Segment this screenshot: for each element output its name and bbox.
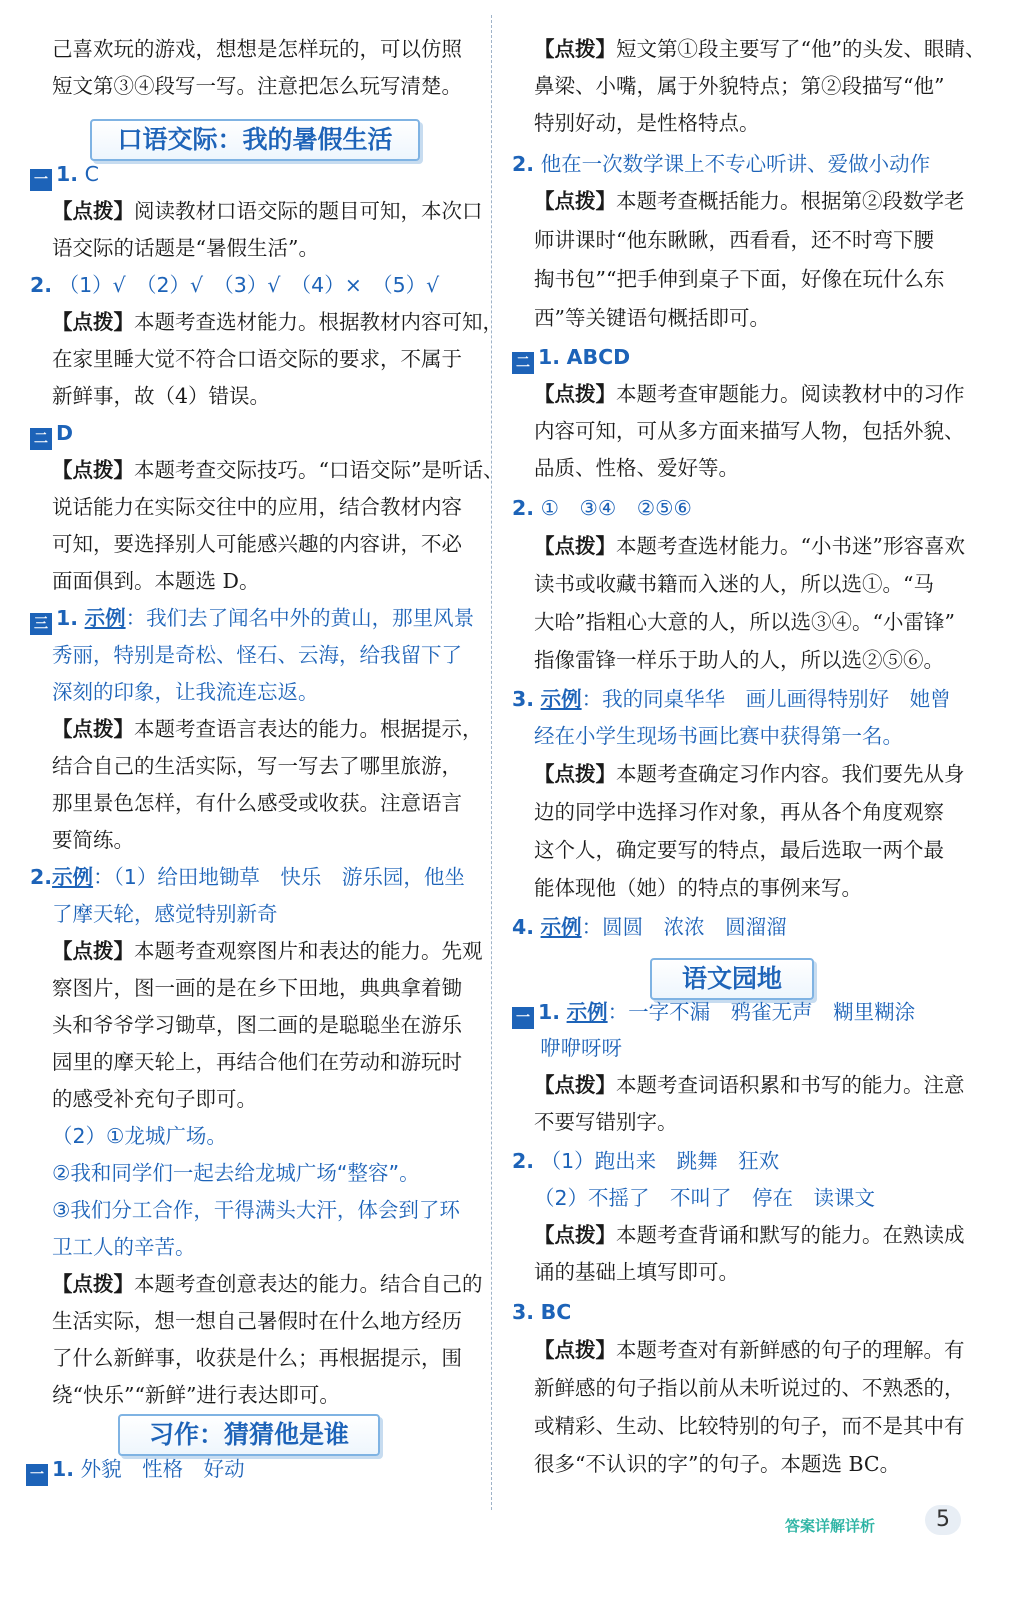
answer-line [512, 681, 951, 718]
explanation-line [534, 1217, 965, 1254]
explanation-line [52, 193, 483, 230]
tip-tag: 【点拨】 [52, 939, 134, 963]
question-number: 1. [538, 1000, 561, 1024]
answer-text: ：我的同桌华华 画儿画得特别好 她曾 [581, 687, 951, 711]
explanation-text: 本题考查概括能力。根据第②段数学老 [616, 189, 965, 213]
explanation-line: 园里的摩天轮上，再结合他们在劳动和游玩时 [52, 1050, 462, 1074]
answer-line [30, 415, 73, 452]
question-number: 2. [30, 273, 53, 297]
explanation-line: 掏书包”“把手伸到桌子下面，好像在玩什么东 [534, 267, 945, 291]
answer-text: 深刻的印象，让我流连忘返。 [52, 680, 319, 704]
tip-tag: 【点拨】 [534, 762, 616, 786]
explanation-line: 要简练。 [52, 828, 134, 852]
explanation-text: 短文第①段主要写了“他”的头发、眼睛、 [616, 37, 986, 61]
explanation-line: 面面俱到。本题选 D。 [52, 569, 260, 593]
explanation-line: 语交际的话题是“暑假生活”。 [52, 236, 319, 260]
explanation-line: 了什么新鲜事，收获是什么；再根据提示，围 [52, 1346, 462, 1370]
answer-line [512, 909, 787, 946]
answer-text: （2）不摇了 不叫了 停在 读课文 [534, 1186, 876, 1210]
explanation-line: 那里景色怎样，有什么感受或收获。注意语言 [52, 791, 462, 815]
question-number: 2. [512, 1149, 535, 1173]
tip-tag: 【点拨】 [52, 458, 134, 482]
explanation-line: 西”等关键语句概括即可。 [534, 306, 770, 330]
explanation-line: 鼻梁、小嘴，属于外貌特点；第②段描写“他” [534, 74, 945, 98]
answer-line [30, 156, 99, 193]
explanation-line: 能体现他（她）的特点的事例来写。 [534, 876, 862, 900]
answer-line [512, 1294, 571, 1331]
answer-text: 经在小学生现场书画比赛中获得第一名。 [534, 724, 903, 748]
answer-line [512, 490, 692, 527]
answer-text: ③我们分工合作，干得满头大汗，体会到了环 [52, 1198, 460, 1222]
tip-tag: 【点拨】 [534, 534, 616, 558]
explanation-text: 本题考查对有新鲜感的句子的理解。有 [616, 1338, 965, 1362]
explanation-line: 说话能力在实际交往中的应用，结合教材内容 [52, 495, 462, 519]
section-mark: 一 [26, 1464, 48, 1486]
answer-line [26, 1451, 245, 1488]
answer-text: ②我和同学们一起去给龙城广场“整容”。 [52, 1161, 420, 1185]
explanation-line: 在家里睡大觉不符合口语交际的要求，不属于 [52, 347, 462, 371]
explanation-line [534, 1332, 965, 1369]
answer-line [512, 994, 915, 1031]
answer-line [512, 339, 630, 376]
explanation-line: 读书或收藏书籍而入迷的人，所以选①。“马 [534, 572, 934, 596]
tip-tag: 【点拨】 [52, 1272, 134, 1296]
text-line: 己喜欢玩的游戏，想想是怎样玩的，可以仿照 [52, 37, 462, 61]
question-number: 2. [512, 152, 535, 176]
answer-text: ：一字不漏 鸦雀无声 糊里糊涂 [607, 1000, 916, 1024]
explanation-line: 师讲课时“他东瞅瞅，西看看，还不时弯下腰 [534, 228, 934, 252]
explanation-line [534, 376, 965, 413]
tip-tag: 【点拨】 [534, 1223, 616, 1247]
answer-text: 卫工人的辛苦。 [52, 1235, 196, 1259]
explanation-line: 新鲜感的句子指以前从未听说过的、不熟悉的， [534, 1376, 965, 1400]
explanation-line: 绕“快乐”“新鲜”进行表达即可。 [52, 1383, 340, 1407]
answer-text: 了摩天轮，感觉特别新奇 [52, 902, 278, 926]
explanation-text: 本题考查交际技巧。“口语交际”是听话、 [134, 458, 504, 482]
explanation-line [52, 1266, 483, 1303]
page-footer [785, 1495, 995, 1545]
section-mark: 二 [512, 352, 534, 374]
explanation-line: 诵的基础上填写即可。 [534, 1260, 739, 1284]
example-label: 示例 [540, 915, 582, 939]
tip-tag: 【点拨】 [52, 199, 134, 223]
tip-tag: 【点拨】 [534, 1338, 616, 1362]
tip-tag: 【点拨】 [52, 310, 134, 334]
question-number: 1. [56, 606, 79, 630]
section-mark: 二 [30, 428, 52, 450]
question-number: 1. [56, 162, 79, 186]
explanation-line: 结合自己的生活实际，写一写去了哪里旅游， [52, 754, 462, 778]
explanation-line: 边的同学中选择习作对象，再从各个角度观察 [534, 800, 944, 824]
explanation-text: 本题考查词语积累和书写的能力。注意 [616, 1073, 965, 1097]
explanation-line: 头和爷爷学习锄草，图二画的是聪聪坐在游乐 [52, 1013, 462, 1037]
answer-text: D [56, 421, 74, 445]
tip-tag: 【点拨】 [534, 1073, 616, 1097]
explanation-line [534, 31, 985, 68]
question-number: 2. [512, 496, 535, 520]
answer-text: （1）√ （2）√ （3）√ （4）× （5）√ [58, 273, 440, 297]
explanation-line: 内容可知，可从多方面来描写人物，包括外貌、 [534, 419, 965, 443]
answer-text: ① ③④ ②⑤⑥ [540, 496, 692, 520]
answer-text: ：圆圆 浓浓 圆溜溜 [581, 915, 787, 939]
answer-text: 秀丽，特别是奇松、怪石、云海，给我留下了 [52, 643, 462, 667]
explanation-line: 或精彩、生动、比较特别的句子，而不是其中有 [534, 1414, 965, 1438]
section-heading-writing: 习作：猜猜他是谁 [118, 1414, 380, 1456]
section-heading-garden: 语文园地 [650, 958, 814, 1000]
explanation-line [52, 304, 503, 341]
section-mark: 三 [30, 613, 52, 635]
explanation-text: 阅读教材口语交际的题目可知，本次口 [134, 199, 483, 223]
column-divider [491, 15, 492, 1510]
explanation-line: 不要写错别字。 [534, 1110, 678, 1134]
explanation-line [52, 933, 483, 970]
explanation-line: 特别好动，是性格特点。 [534, 111, 760, 135]
explanation-line: 新鲜事，故（4）错误。 [52, 384, 271, 408]
explanation-line [534, 183, 965, 220]
explanation-text: 本题考查观察图片和表达的能力。先观 [134, 939, 483, 963]
explanation-line: 的感受补充句子即可。 [52, 1087, 257, 1111]
answer-text: 他在一次数学课上不专心听讲、爱做小动作 [540, 152, 931, 176]
answer-line [512, 1143, 779, 1180]
question-number: 3. [512, 687, 535, 711]
explanation-text: 本题考查背诵和默写的能力。在熟读成 [616, 1223, 965, 1247]
footer-label: 答案详解详析 [785, 1517, 876, 1535]
explanation-line: 生活实际，想一想自己暑假时在什么地方经历 [52, 1309, 462, 1333]
question-number: 3. [512, 1300, 535, 1324]
explanation-line: 品质、性格、爱好等。 [534, 456, 739, 480]
example-label: 示例 [566, 1000, 608, 1024]
answer-text: （1）跑出来 跳舞 狂欢 [540, 1149, 780, 1173]
explanation-line: 很多“不认识的字”的句子。本题选 BC。 [534, 1452, 901, 1476]
explanation-line [534, 1067, 965, 1104]
answer-text: 外貌 性格 好动 [80, 1457, 245, 1481]
explanation-line: 可知，要选择别人可能感兴趣的内容讲，不必 [52, 532, 462, 556]
example-label: 示例 [84, 606, 126, 630]
explanation-text: 本题考查选材能力。根据教材内容可知， [134, 310, 503, 334]
answer-text: ：我们去了闻名中外的黄山，那里风景 [125, 606, 475, 630]
example-label: 示例 [540, 687, 582, 711]
section-mark: 一 [30, 169, 52, 191]
tip-tag: 【点拨】 [534, 37, 616, 61]
answer-text: （2）①龙城广场。 [52, 1124, 227, 1148]
explanation-line [52, 452, 503, 489]
tip-tag: 【点拨】 [52, 717, 134, 741]
answer-line [30, 600, 474, 637]
question-number: 2. [30, 865, 53, 889]
answer-text: ：（1）给田地锄草 快乐 游乐园，他坐 [93, 865, 465, 889]
question-number: 1. [538, 345, 561, 369]
explanation-text: 本题考查语言表达的能力。根据提示， [134, 717, 483, 741]
text-line: 短文第③④段写一写。注意把怎么玩写清楚。 [52, 74, 462, 98]
answer-text: BC [540, 1300, 572, 1324]
answer-text: 咿咿呀呀 [540, 1036, 622, 1060]
explanation-text: 本题考查确定习作内容。我们要先从身 [616, 762, 965, 786]
explanation-line [534, 528, 965, 565]
explanation-line: 大哈”指粗心大意的人，所以选③④。“小雷锋” [534, 610, 955, 634]
explanation-line [534, 756, 965, 793]
section-heading-oral: 口语交际：我的暑假生活 [90, 119, 420, 161]
explanation-line: 这个人，确定要写的特点，最后选取一两个最 [534, 838, 944, 862]
explanation-text: 本题考查创意表达的能力。结合自己的 [134, 1272, 483, 1296]
answer-text: C [84, 162, 99, 186]
explanation-line: 指像雷锋一样乐于助人的人，所以选②⑤⑥。 [534, 648, 944, 672]
explanation-line [52, 711, 483, 748]
section-mark: 一 [512, 1007, 534, 1029]
tip-tag: 【点拨】 [534, 382, 616, 406]
example-label: 示例 [52, 865, 94, 889]
page-number: 5 [925, 1505, 961, 1535]
question-number: 4. [512, 915, 535, 939]
answer-line [30, 267, 439, 304]
tip-tag: 【点拨】 [534, 189, 616, 213]
answer-text: ABCD [566, 345, 631, 369]
answer-line [512, 146, 930, 183]
explanation-text: 本题考查审题能力。阅读教材中的习作 [616, 382, 965, 406]
explanation-text: 本题考查选材能力。“小书迷”形容喜欢 [616, 534, 965, 558]
explanation-line: 察图片，图一画的是在乡下田地，典典拿着锄 [52, 976, 462, 1000]
question-number: 1. [52, 1457, 75, 1481]
answer-line [30, 859, 465, 896]
